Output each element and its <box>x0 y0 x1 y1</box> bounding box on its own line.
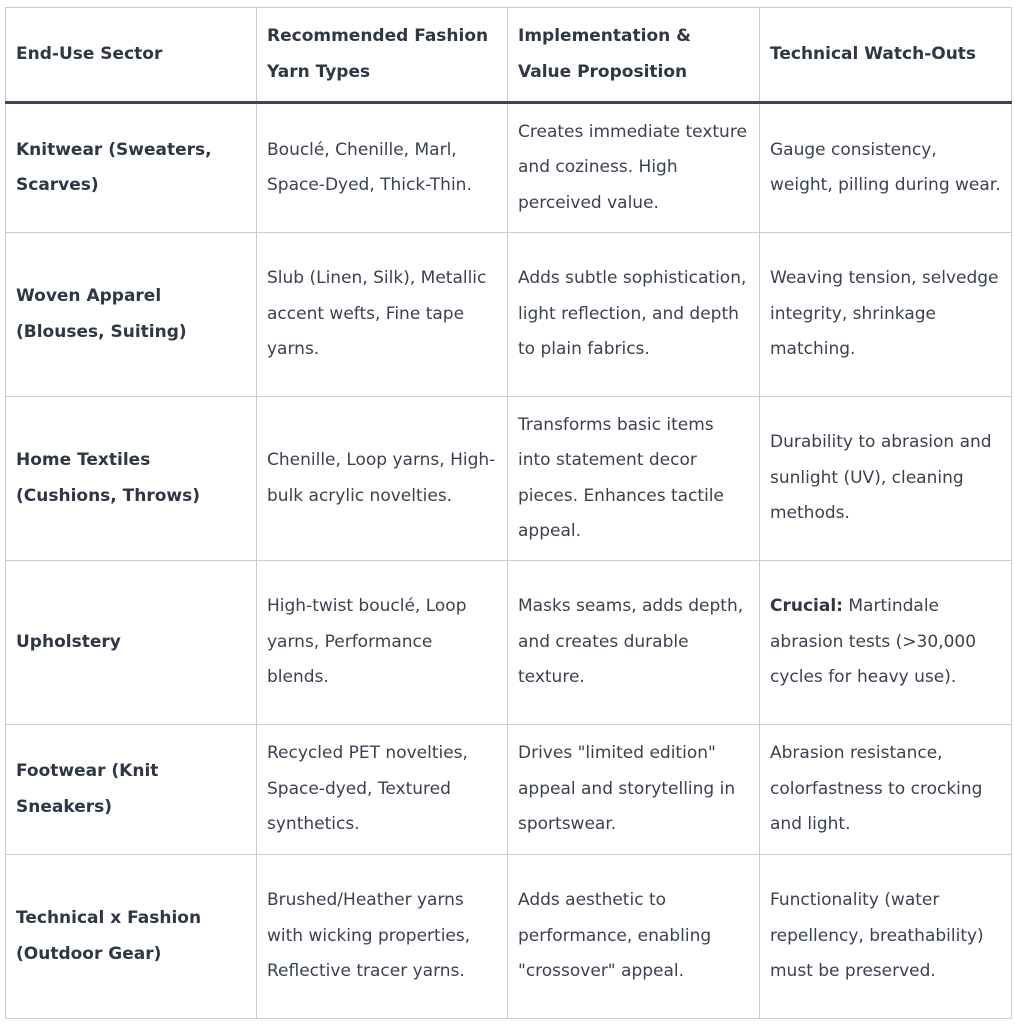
watch-outs-cell: Functionality (water repellency, breathability) must be preserved. <box>760 855 1012 1019</box>
sector-cell: Footwear (Knit Sneakers) <box>6 725 257 855</box>
value-proposition-cell: Masks seams, adds depth, and creates durable texture. <box>508 561 760 725</box>
yarn-types-cell: Bouclé, Chenille, Marl, Space-Dyed, Thick-Thin. <box>257 103 508 233</box>
value-proposition-cell: Creates immediate texture and coziness. High perceived value. <box>508 103 760 233</box>
value-proposition-cell: Transforms basic items into statement decor pieces. Enhances tactile appeal. <box>508 397 760 561</box>
table-row <box>6 725 1012 855</box>
watch-outs-cell: Gauge consistency, weight, pilling during wear. <box>760 103 1012 233</box>
header-implementation-value: Implementation & Value Proposition <box>508 8 760 103</box>
table-row <box>6 397 1012 561</box>
watch-outs-cell: Durability to abrasion and sunlight (UV), cleaning methods. <box>760 397 1012 561</box>
sector-cell: Technical x Fashion (Outdoor Gear) <box>6 855 257 1019</box>
yarn-sector-table <box>5 7 1012 1019</box>
sector-cell: Home Textiles (Cushions, Throws) <box>6 397 257 561</box>
yarn-types-cell: Slub (Linen, Silk), Metallic accent wefts, Fine tape yarns. <box>257 233 508 397</box>
crucial-label: Crucial: <box>770 596 843 617</box>
header-end-use-sector: End-Use Sector <box>6 8 257 103</box>
watch-outs-text: Martindale abrasion tests (>30,000 cycles for heavy use). <box>770 596 977 688</box>
watch-outs-cell <box>760 561 1012 725</box>
table-row <box>6 103 1012 233</box>
value-proposition-cell: Drives "limited edition" appeal and storytelling in sportswear. <box>508 725 760 855</box>
sector-cell: Woven Apparel (Blouses, Suiting) <box>6 233 257 397</box>
table-container <box>5 7 1012 1019</box>
watch-outs-cell: Abrasion resistance, colorfastness to crocking and light. <box>760 725 1012 855</box>
yarn-types-cell: Brushed/Heather yarns with wicking properties, Reflective tracer yarns. <box>257 855 508 1019</box>
yarn-types-cell: Recycled PET novelties, Space-dyed, Textured synthetics. <box>257 725 508 855</box>
header-technical-watch-outs: Technical Watch-Outs <box>760 8 1012 103</box>
table-row <box>6 855 1012 1019</box>
yarn-types-cell: Chenille, Loop yarns, High-bulk acrylic novelties. <box>257 397 508 561</box>
table-row <box>6 561 1012 725</box>
value-proposition-cell: Adds aesthetic to performance, enabling "crossover" appeal. <box>508 855 760 1019</box>
yarn-types-cell: High-twist bouclé, Loop yarns, Performance blends. <box>257 561 508 725</box>
table-header-row <box>6 8 1012 103</box>
sector-cell: Upholstery <box>6 561 257 725</box>
watch-outs-cell: Weaving tension, selvedge integrity, shrinkage matching. <box>760 233 1012 397</box>
table-row <box>6 233 1012 397</box>
value-proposition-cell: Adds subtle sophistication, light reflection, and depth to plain fabrics. <box>508 233 760 397</box>
sector-cell: Knitwear (Sweaters, Scarves) <box>6 103 257 233</box>
header-recommended-yarn-types: Recommended Fashion Yarn Types <box>257 8 508 103</box>
